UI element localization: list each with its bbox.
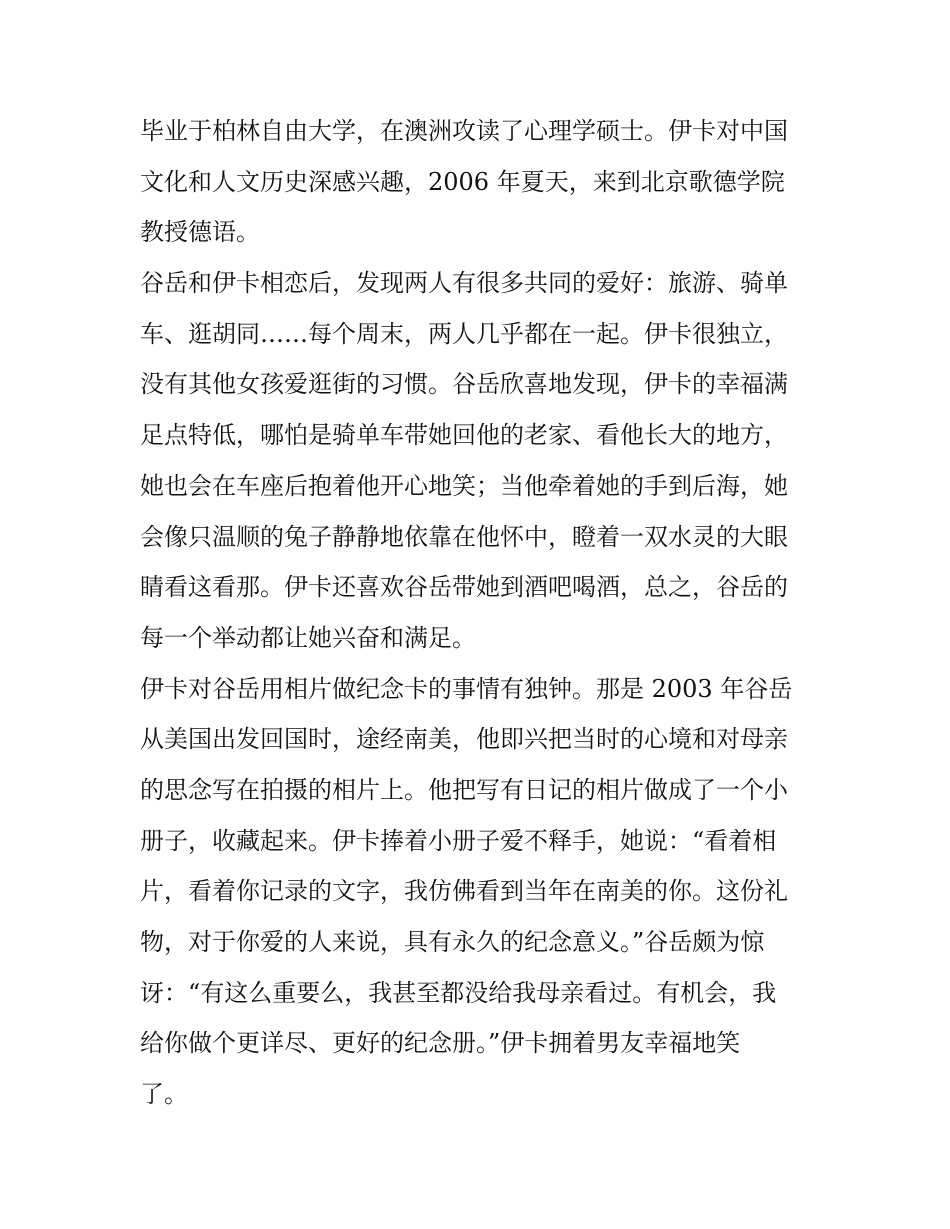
text-line: 谷岳和伊卡相恋后，发现两人有很多共同的爱好：旅游、骑单 (140, 269, 788, 298)
text-line: 片，看着你记录的文字，我仿佛看到当年在南美的你。这份礼 (140, 877, 788, 906)
text-line: 的思念写在拍摄的相片上。他把写有日记的相片做成了一个小 (140, 775, 788, 804)
text-line: 车、逛胡同……每个周末，两人几乎都在一起。伊卡很独立， (140, 319, 788, 348)
text-line: 伊卡对谷岳用相片做纪念卡的事情有独钟。那是 2003 年谷岳 (140, 674, 793, 703)
text-line: 从美国出发回国时，途经南美，他即兴把当时的心境和对母亲 (140, 725, 788, 754)
text-line: 她也会在车座后抱着他开心地笑；当他牵着她的手到后海，她 (140, 471, 788, 500)
text-line: 毕业于柏林自由大学，在澳洲攻读了心理学硕士。伊卡对中国 (140, 117, 788, 145)
paragraph-2 (140, 258, 820, 664)
text-line: 睛看这看那。伊卡还喜欢谷岳带她到酒吧喝酒，总之，谷岳的 (140, 573, 788, 602)
text-line: 了。 (140, 1080, 188, 1109)
text-line: 教授德语。 (140, 218, 260, 247)
paragraph-3 (140, 664, 820, 1120)
text-line: 册子，收藏起来。伊卡捧着小册子爱不释手，她说：“看着相 (140, 826, 777, 855)
text-line: 没有其他女孩爱逛街的习惯。谷岳欣喜地发现，伊卡的幸福满 (140, 370, 788, 399)
text-line: 讶：“有这么重要么，我甚至都没给我母亲看过。有机会，我 (140, 978, 777, 1007)
text-line: 足点特低，哪怕是骑单车带她回他的老家、看他长大的地方， (140, 421, 788, 450)
text-line: 每一个举动都让她兴奋和满足。 (140, 623, 476, 652)
text-line: 会像只温顺的兔子静静地依靠在他怀中，瞪着一双水灵的大眼 (140, 522, 788, 551)
text-line: 给你做个更详尽、更好的纪念册。”伊卡拥着男友幸福地笑 (140, 1029, 741, 1058)
text-line: 文化和人文历史深感兴趣，2006 年夏天，来到北京歌德学院 (140, 167, 785, 196)
paragraph-1 (140, 106, 820, 258)
body-text (140, 106, 820, 1120)
text-line: 物，对于你爱的人来说，具有永久的纪念意义。”谷岳颇为惊 (140, 928, 765, 956)
